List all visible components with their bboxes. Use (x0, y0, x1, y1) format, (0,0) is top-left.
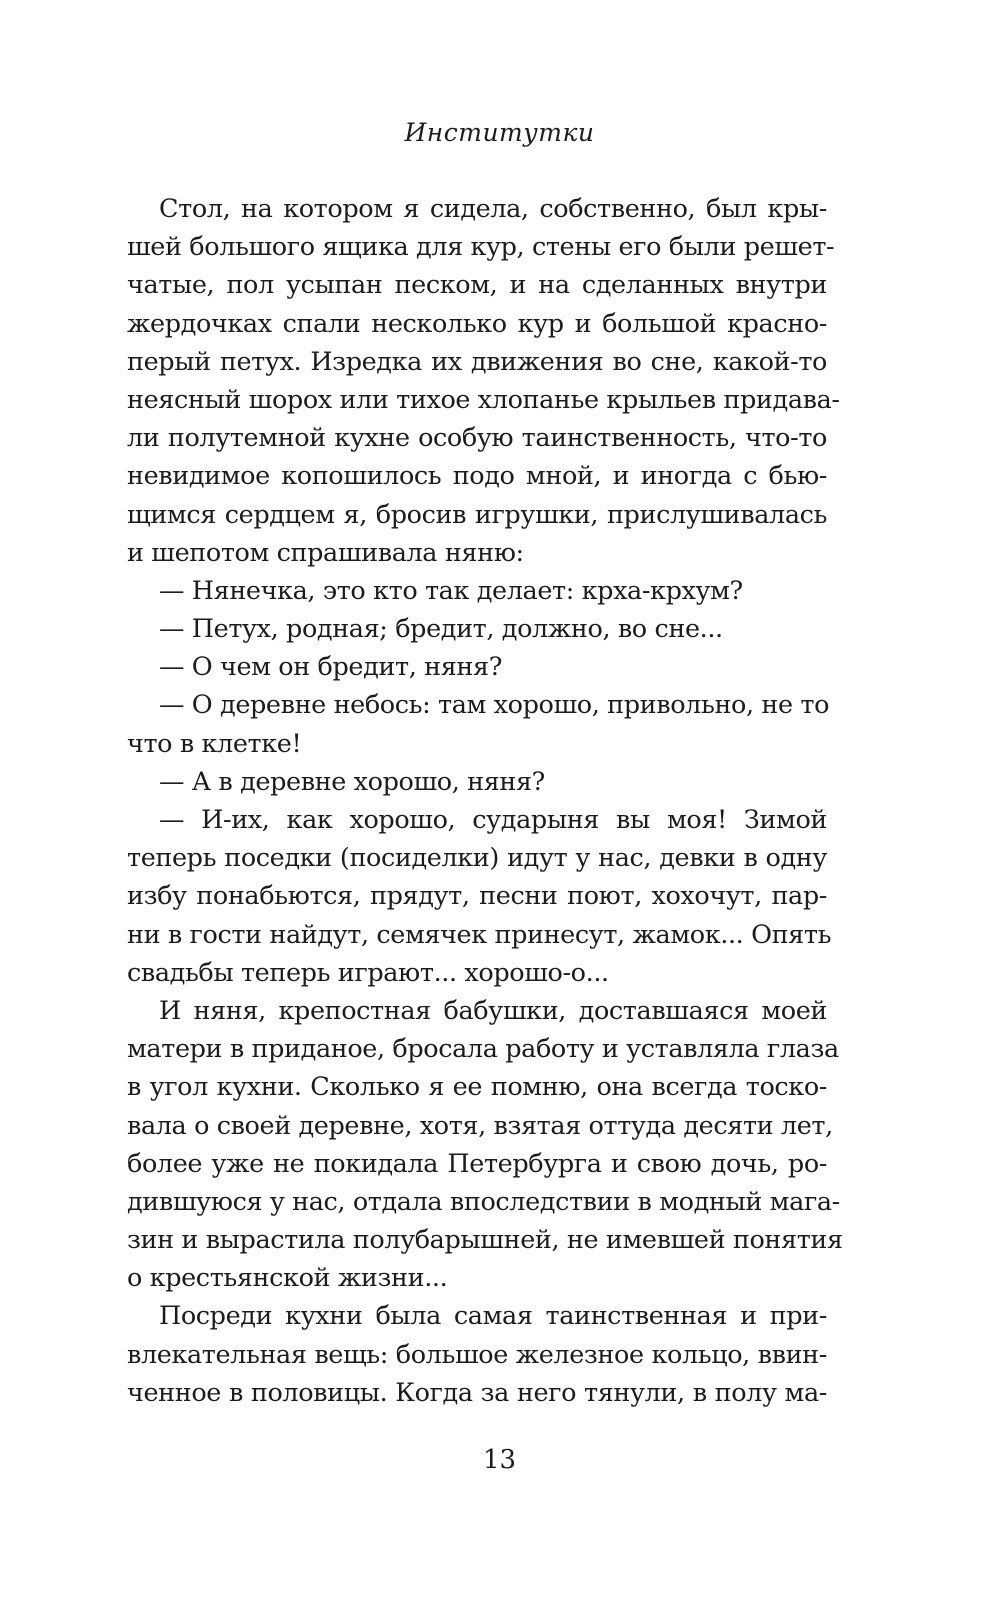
text-line: избу понабьются, прядут, песни поют, хохочут, пар- (127, 881, 827, 912)
text-line: Посреди кухни была самая таинственная и при- (159, 1301, 827, 1332)
text-line: ли полутемной кухне особую таинственность, что-то (127, 423, 827, 454)
text-line: щимся сердцем я, бросив игрушки, прислушивалась (127, 499, 827, 530)
text-line: невидимое копошилось подо мной, и иногда с бью- (127, 461, 827, 492)
text-line: свадьбы теперь играют... хорошо-о... (127, 957, 609, 988)
text-line: о крестьянской жизни... (127, 1263, 448, 1294)
text-line: И няня, крепостная бабушки, доставшаяся моей (159, 995, 827, 1026)
text-line: что в клетке! (127, 728, 302, 759)
text-line: чатые, пол усыпан песком, и на сделанных внутри (127, 270, 827, 301)
running-head: Институтки (404, 118, 595, 147)
text-line: дившуюся у нас, отдала впоследствии в модный мага- (127, 1186, 840, 1217)
text-line: более уже не покидала Петербурга и свою дочь, ро- (127, 1148, 827, 1179)
text-line: — А в деревне хорошо, няня? (159, 766, 545, 797)
page-number: 13 (482, 1445, 517, 1475)
text-line: Стол, на котором я сидела, собственно, был кры- (159, 194, 827, 224)
text-line: матери в приданое, бросала работу и уставляла глаза (127, 1034, 839, 1065)
body-text (127, 190, 843, 1412)
text-line: шей большого ящика для кур, стены его были решет- (127, 232, 835, 263)
text-line: — Петух, родная; бредит, должно, во сне... (159, 614, 723, 645)
text-line: жердочках спали несколько кур и большой красно- (127, 308, 827, 339)
text-line: — О деревне небось: там хорошо, привольно, не то (159, 690, 830, 721)
text-line: неясный шорох или тихое хлопанье крыльев придава- (127, 384, 840, 415)
text-line: вала о своей деревне, хотя, взятая оттуда десяти лет, (127, 1110, 833, 1141)
text-line: теперь поседки (посиделки) идут у нас, девки в одну (127, 843, 827, 874)
text-line: зин и вырастила полубарышней, не имевшей понятия (127, 1225, 843, 1256)
text-line: ченное в половицы. Когда за него тянули, в полу ма- (127, 1377, 827, 1408)
text-line: — И-их, как хорошо, сударыня вы моя! Зимой (159, 805, 827, 835)
text-line: влекательная вещь: большое железное кольцо, ввин- (127, 1339, 827, 1370)
text-line: — Нянечка, это кто так делает: крха-крхум? (159, 575, 743, 606)
text-line: перый петух. Изредка их движения во сне, какой-то (127, 346, 827, 377)
text-line: в угол кухни. Сколько я ее помню, она всегда тоско- (127, 1072, 827, 1103)
text-line: и шепотом спрашивала няню: (127, 537, 524, 568)
text-line: ни в гости найдут, семячек принесут, жамок... Опять (127, 919, 832, 950)
text-line: — О чем он бредит, няня? (159, 652, 502, 683)
